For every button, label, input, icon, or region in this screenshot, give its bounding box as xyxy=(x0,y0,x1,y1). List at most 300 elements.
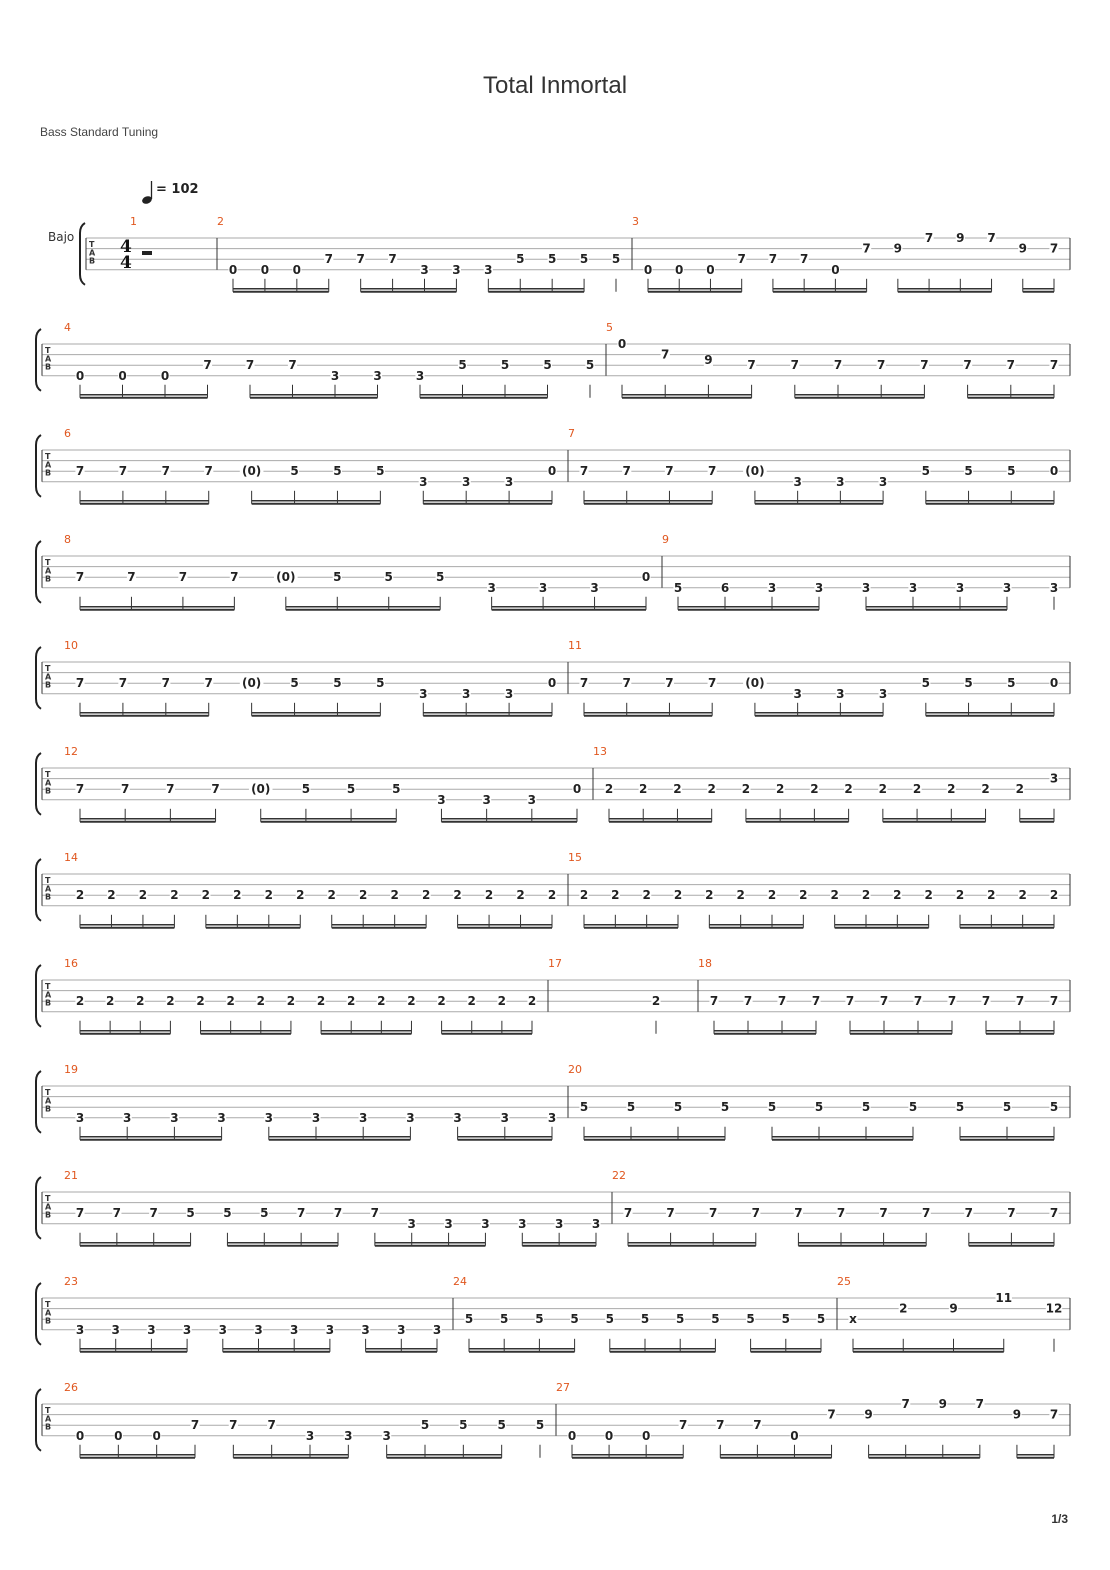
tab-clef-letter: T xyxy=(45,1088,51,1097)
measure-number: 23 xyxy=(64,1275,78,1288)
fret-number: 7 xyxy=(1049,1206,1059,1221)
fret-number: 2 xyxy=(893,888,902,903)
tab-clef-letter: A xyxy=(45,1096,52,1106)
fret-number: 5 xyxy=(861,1100,871,1115)
tab-clef-letter: B xyxy=(45,1422,52,1432)
fret-number: 6 xyxy=(720,580,730,595)
fret-number: 9 xyxy=(1018,241,1027,256)
fret-number: (0) xyxy=(745,676,765,691)
fret-number: 7 xyxy=(178,570,188,585)
whole-rest xyxy=(142,251,152,255)
measure-number: 5 xyxy=(606,321,613,334)
fret-number: 3 xyxy=(908,580,918,595)
tab-clef-letter: A xyxy=(45,354,52,364)
fret-number: 7 xyxy=(709,994,719,1009)
fret-number: 5 xyxy=(458,358,467,373)
tab-clef-letter: T xyxy=(45,982,51,991)
fret-number: 3 xyxy=(419,474,428,489)
fret-number: 3 xyxy=(836,474,845,489)
fret-number: 2 xyxy=(736,888,745,903)
fret-number: 7 xyxy=(121,782,130,797)
fret-number: 3 xyxy=(75,1322,85,1337)
tab-clef-letter: T xyxy=(45,1300,51,1309)
fret-number: 2 xyxy=(673,888,683,903)
fret-number: 5 xyxy=(1002,1100,1012,1115)
fret-number: 5 xyxy=(500,1312,509,1327)
fret-number: 0 xyxy=(260,262,270,277)
fret-number: 3 xyxy=(182,1322,192,1337)
fret-number: 5 xyxy=(673,580,683,595)
fret-number: 0 xyxy=(547,464,557,479)
fret-number: 7 xyxy=(709,1206,718,1221)
fret-number: 3 xyxy=(861,580,871,595)
fret-number: 2 xyxy=(955,888,965,903)
fret-number: 5 xyxy=(346,782,356,797)
fret-number: 5 xyxy=(814,1100,824,1115)
fret-number: 5 xyxy=(816,1312,826,1327)
tab-clef-letter: A xyxy=(89,248,96,258)
fret-number: 7 xyxy=(794,1206,803,1221)
fret-number: 7 xyxy=(665,676,674,691)
fret-number: 5 xyxy=(1049,1100,1059,1115)
measure-number: 4 xyxy=(64,321,71,334)
fret-number: 3 xyxy=(554,1216,564,1231)
tab-clef-letter: A xyxy=(45,1414,52,1424)
tab-clef-letter: A xyxy=(45,884,52,894)
score-title: Total Inmortal xyxy=(482,72,628,99)
fret-number: 3 xyxy=(1049,580,1059,595)
tab-clef-letter: B xyxy=(45,1104,52,1114)
fret-number: 12 xyxy=(1045,1301,1063,1316)
fret-number: 2 xyxy=(233,888,242,903)
fret-number: 7 xyxy=(267,1418,276,1433)
fret-number: 2 xyxy=(347,994,356,1009)
fret-number: 2 xyxy=(1049,888,1059,903)
fret-number: 5 xyxy=(579,252,589,267)
fret-number: 2 xyxy=(421,888,431,903)
measure-number: 9 xyxy=(662,533,669,546)
fret-number: 3 xyxy=(406,1110,415,1125)
fret-number: 0 xyxy=(641,1428,651,1443)
fret-number: 3 xyxy=(453,1110,462,1125)
tab-clef-letter: B xyxy=(45,786,52,796)
fret-number: 7 xyxy=(862,241,871,256)
fret-number: 5 xyxy=(921,676,930,691)
fret-number: 2 xyxy=(604,782,614,797)
fret-number: 7 xyxy=(737,252,746,267)
fret-number: 3 xyxy=(955,580,965,595)
fret-number: 2 xyxy=(527,994,537,1009)
tempo-marking: = 102 xyxy=(156,182,199,197)
fret-number: 3 xyxy=(814,580,824,595)
fret-number: 7 xyxy=(964,1206,973,1221)
fret-number: 5 xyxy=(516,252,525,267)
fret-number: 7 xyxy=(230,570,239,585)
fret-number: 3 xyxy=(504,474,514,489)
fret-number: 9 xyxy=(704,352,713,367)
system-bracket xyxy=(36,859,41,921)
tab-clef-letter: T xyxy=(45,558,51,567)
fret-number: 7 xyxy=(370,1206,380,1221)
fret-number: 2 xyxy=(201,888,211,903)
fret-number: 7 xyxy=(777,994,787,1009)
fret-number: 7 xyxy=(833,358,843,373)
tab-clef-letter: B xyxy=(45,1316,52,1326)
time-signature-bottom: 4 xyxy=(120,253,132,273)
fret-number: 3 xyxy=(419,686,428,701)
fret-number: 7 xyxy=(288,358,297,373)
tab-clef-letter: B xyxy=(45,892,52,902)
fret-number: 7 xyxy=(751,1206,760,1221)
fret-number: 7 xyxy=(666,1206,675,1221)
fret-number: (0) xyxy=(745,464,765,479)
fret-number: 5 xyxy=(626,1100,636,1115)
measure-number: 13 xyxy=(593,745,607,758)
tab-clef-letter: B xyxy=(45,468,52,478)
fret-number: 2 xyxy=(810,782,819,797)
fret-number: 2 xyxy=(453,888,462,903)
system-bracket xyxy=(36,1283,41,1345)
fret-number: 2 xyxy=(861,888,871,903)
fret-number: 2 xyxy=(467,994,476,1009)
fret-number: 7 xyxy=(166,782,175,797)
page-number: 1/3 xyxy=(1051,1512,1068,1526)
fret-number: 5 xyxy=(767,1100,777,1115)
fret-number: 2 xyxy=(327,888,336,903)
fret-number: 3 xyxy=(527,792,536,807)
fret-number: 0 xyxy=(617,337,627,351)
fret-number: 5 xyxy=(543,358,552,373)
fret-number: 3 xyxy=(547,1110,557,1125)
fret-number: 7 xyxy=(827,1407,836,1422)
fret-number: 2 xyxy=(296,888,305,903)
fret-number: 2 xyxy=(75,888,85,903)
system-bracket xyxy=(36,329,41,391)
fret-number: 5 xyxy=(535,1312,544,1327)
fret-number: 3 xyxy=(415,368,425,383)
measure-number: 7 xyxy=(568,427,575,440)
fret-number: 7 xyxy=(623,1206,633,1221)
fret-number: 0 xyxy=(675,262,684,277)
tab-clef-letter: A xyxy=(45,460,52,470)
fret-number: 7 xyxy=(747,358,756,373)
fret-number: 5 xyxy=(908,1100,918,1115)
measure-number: 14 xyxy=(64,851,78,864)
fret-number: 7 xyxy=(661,347,670,362)
fret-number: 0 xyxy=(160,368,170,383)
tab-clef-letter: A xyxy=(45,778,52,788)
tab-clef-letter: A xyxy=(45,566,52,576)
fret-number: (0) xyxy=(241,464,262,479)
measure-number: 3 xyxy=(632,215,639,228)
fret-number: 7 xyxy=(190,1418,200,1433)
fret-number: 3 xyxy=(878,474,888,489)
fret-number: 7 xyxy=(811,994,821,1009)
fret-number: 5 xyxy=(376,676,385,691)
fret-number: 3 xyxy=(1002,580,1012,595)
fret-number: 7 xyxy=(296,1206,306,1221)
fret-number: 5 xyxy=(497,1418,506,1433)
fret-number: 2 xyxy=(107,888,116,903)
fret-number: 7 xyxy=(708,676,717,691)
fret-number: 5 xyxy=(333,464,342,479)
fret-number: 3 xyxy=(290,1322,299,1337)
fret-number: 5 xyxy=(547,252,557,267)
fret-number: 7 xyxy=(75,676,85,691)
fret-number: 3 xyxy=(420,262,429,277)
fret-number: 3 xyxy=(305,1428,315,1443)
fret-number: 7 xyxy=(708,464,717,479)
fret-number: 7 xyxy=(768,252,778,267)
fret-number: 3 xyxy=(793,686,802,701)
fret-number: 7 xyxy=(679,1418,688,1433)
fret-number: 2 xyxy=(547,888,557,903)
fret-number: 5 xyxy=(459,1418,468,1433)
fret-number: 2 xyxy=(899,1301,908,1316)
fret-number: 7 xyxy=(1015,994,1025,1009)
fret-number: 3 xyxy=(484,262,493,277)
fret-number: 9 xyxy=(956,231,965,245)
fret-number: 2 xyxy=(359,888,368,903)
fret-number: 2 xyxy=(878,782,888,797)
fret-number: 7 xyxy=(161,464,170,479)
fret-number: 2 xyxy=(256,994,265,1009)
fret-number: 3 xyxy=(452,262,461,277)
measure-number: 8 xyxy=(64,533,71,546)
fret-number: 7 xyxy=(127,570,136,585)
tab-clef-letter: B xyxy=(89,256,96,266)
fret-number: 5 xyxy=(746,1312,755,1327)
fret-number: 7 xyxy=(1006,358,1015,373)
system-bracket xyxy=(36,1071,41,1133)
fret-number: 2 xyxy=(844,782,853,797)
tab-clef-letter: B xyxy=(45,680,52,690)
fret-number: 3 xyxy=(217,1110,226,1125)
fret-number: 0 xyxy=(547,676,557,691)
fret-number: 9 xyxy=(1012,1407,1022,1422)
fret-number: 7 xyxy=(665,464,674,479)
fret-number: 7 xyxy=(579,676,589,691)
fret-number: 5 xyxy=(290,676,299,691)
fret-number: 2 xyxy=(611,888,620,903)
fret-number: 2 xyxy=(579,888,589,903)
system-bracket xyxy=(36,541,41,603)
fret-number: 5 xyxy=(605,1312,614,1327)
fret-number: 3 xyxy=(382,1428,391,1443)
fret-number: 5 xyxy=(290,464,299,479)
fret-number: 5 xyxy=(781,1312,790,1327)
tab-clef-letter: B xyxy=(45,1210,52,1220)
fret-number: 0 xyxy=(604,1428,614,1443)
fret-number: 5 xyxy=(611,252,621,267)
measure-number: 24 xyxy=(453,1275,467,1288)
fret-number: 7 xyxy=(901,1397,910,1411)
fret-number: 7 xyxy=(211,782,220,797)
fret-number: 3 xyxy=(311,1110,321,1125)
fret-number: 2 xyxy=(705,888,714,903)
fret-number: 2 xyxy=(286,994,296,1009)
fret-number: 5 xyxy=(301,782,311,797)
fret-number: 7 xyxy=(75,782,85,797)
fret-number: 5 xyxy=(964,676,973,691)
system-bracket xyxy=(36,647,41,709)
fret-number: 5 xyxy=(186,1206,195,1221)
fret-number: 9 xyxy=(938,1397,947,1411)
measure-number: 17 xyxy=(548,957,562,970)
measure-number: 6 xyxy=(64,427,71,440)
fret-number: 5 xyxy=(535,1418,545,1433)
fret-number: 2 xyxy=(166,994,175,1009)
fret-number: 0 xyxy=(152,1428,161,1443)
fret-number: 0 xyxy=(1049,676,1059,691)
fret-number: 2 xyxy=(947,782,956,797)
tab-clef-letter: B xyxy=(45,998,52,1008)
fret-number: 9 xyxy=(864,1407,873,1422)
fret-number: 3 xyxy=(500,1110,509,1125)
fret-number: 3 xyxy=(444,1216,453,1231)
system-bracket xyxy=(36,965,41,1027)
fret-number: 3 xyxy=(1049,771,1059,786)
fret-number: 7 xyxy=(987,231,996,245)
fret-number: 2 xyxy=(484,888,494,903)
fret-number: 7 xyxy=(975,1397,985,1411)
fret-number: 5 xyxy=(585,358,595,373)
fret-number: 7 xyxy=(922,1206,931,1221)
fret-number: 3 xyxy=(359,1110,368,1125)
fret-number: 0 xyxy=(790,1428,799,1443)
tab-clef-letter: T xyxy=(45,664,51,673)
fret-number: 3 xyxy=(591,1216,601,1231)
fret-number: 2 xyxy=(981,782,990,797)
tab-clef-letter: A xyxy=(45,672,52,682)
fret-number: 2 xyxy=(437,994,446,1009)
fret-number: 7 xyxy=(118,464,128,479)
fret-number: 3 xyxy=(487,580,496,595)
fret-number: 0 xyxy=(643,262,653,277)
fret-number: 2 xyxy=(987,888,996,903)
fret-number: 7 xyxy=(1049,994,1059,1009)
tab-clef-letter: T xyxy=(45,770,51,779)
fret-number: 5 xyxy=(223,1206,232,1221)
fret-number: 2 xyxy=(377,994,386,1009)
fret-number: 5 xyxy=(921,464,930,479)
tab-clef-letter: A xyxy=(45,1308,52,1318)
fret-number: 11 xyxy=(995,1291,1013,1305)
fret-number: 7 xyxy=(622,676,631,691)
fret-number: 5 xyxy=(579,1100,589,1115)
fret-number: 2 xyxy=(1018,888,1027,903)
tab-clef-letter: T xyxy=(45,346,51,355)
fret-number: 3 xyxy=(373,368,382,383)
fret-number: 2 xyxy=(639,782,648,797)
fret-number: 3 xyxy=(504,686,514,701)
fret-number: 5 xyxy=(384,570,393,585)
fret-number: 3 xyxy=(264,1110,273,1125)
fret-number: 7 xyxy=(845,994,855,1009)
measure-number: 18 xyxy=(698,957,712,970)
fret-number: 0 xyxy=(118,368,127,383)
fret-number: 2 xyxy=(830,888,839,903)
tuning-label: Bass Standard Tuning xyxy=(40,125,159,139)
fret-number: 0 xyxy=(114,1428,123,1443)
fret-number: (0) xyxy=(276,570,296,585)
system-bracket xyxy=(36,753,41,815)
fret-number: 7 xyxy=(324,252,333,267)
fret-number: 3 xyxy=(437,792,446,807)
fret-number: 3 xyxy=(462,686,471,701)
measure-number: 22 xyxy=(612,1169,626,1182)
fret-number: 2 xyxy=(642,888,651,903)
fret-number: 7 xyxy=(622,464,631,479)
measure-number: 10 xyxy=(64,639,78,652)
fret-number: 7 xyxy=(333,1206,343,1221)
fret-number: 7 xyxy=(799,252,809,267)
fret-number: 7 xyxy=(1049,241,1059,256)
fret-number: 0 xyxy=(228,262,238,277)
fret-number: 3 xyxy=(793,474,802,489)
fret-number: 3 xyxy=(147,1322,156,1337)
fret-number: 9 xyxy=(893,241,903,256)
fret-number: 5 xyxy=(640,1312,650,1327)
fret-number: 2 xyxy=(196,994,205,1009)
fret-number: 2 xyxy=(390,888,399,903)
fret-number: 5 xyxy=(392,782,401,797)
fret-number: 7 xyxy=(161,676,170,691)
fret-number: 0 xyxy=(572,782,582,797)
fret-number: 5 xyxy=(376,464,385,479)
fret-number: 3 xyxy=(432,1322,442,1337)
fret-number: 2 xyxy=(136,994,145,1009)
fret-number: 5 xyxy=(333,570,342,585)
fret-number: 5 xyxy=(1007,464,1016,479)
fret-number: 0 xyxy=(706,262,715,277)
fret-number: 3 xyxy=(878,686,888,701)
fret-number: 7 xyxy=(920,358,929,373)
tab-clef-letter: A xyxy=(45,1202,52,1212)
fret-number: 7 xyxy=(118,676,128,691)
fret-number: 3 xyxy=(462,474,471,489)
fret-number: 5 xyxy=(711,1312,720,1327)
fret-number: 3 xyxy=(407,1216,416,1231)
fret-number: 7 xyxy=(790,358,799,373)
fret-number: 7 xyxy=(836,1206,846,1221)
measure-number: 25 xyxy=(837,1275,851,1288)
fret-number: 3 xyxy=(123,1110,132,1125)
fret-number: 2 xyxy=(1015,782,1024,797)
fret-number: 3 xyxy=(111,1322,120,1337)
fret-number: 0 xyxy=(75,368,85,383)
fret-number: 5 xyxy=(676,1312,685,1327)
fret-number: 7 xyxy=(879,994,889,1009)
fret-number: 2 xyxy=(912,782,922,797)
measure-number: 19 xyxy=(64,1063,78,1076)
fret-number: 3 xyxy=(518,1216,527,1231)
tab-clef-letter: B xyxy=(45,362,52,372)
measure-number: 11 xyxy=(568,639,582,652)
fret-number: 5 xyxy=(673,1100,683,1115)
fret-number: 7 xyxy=(924,231,934,245)
fret-number: 2 xyxy=(651,994,661,1009)
fret-number: 7 xyxy=(75,1206,85,1221)
fret-number: 2 xyxy=(497,994,507,1009)
measure-number: 21 xyxy=(64,1169,78,1182)
tab-clef-letter: B xyxy=(45,574,52,584)
fret-number: 3 xyxy=(481,1216,490,1231)
fret-number: 5 xyxy=(464,1312,474,1327)
fret-number: 7 xyxy=(229,1418,238,1433)
fret-number: 7 xyxy=(913,994,923,1009)
fret-number: 3 xyxy=(254,1322,263,1337)
